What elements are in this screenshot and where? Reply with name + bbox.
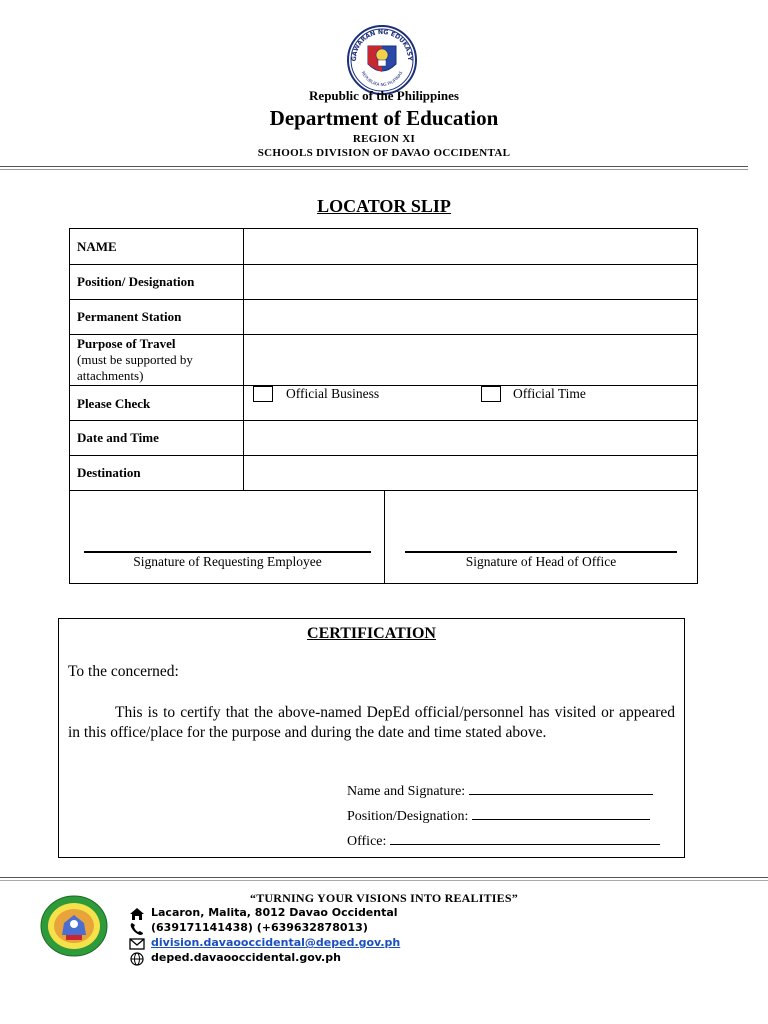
footer-email-link[interactable]: division.davaooccidental@deped.gov.ph <box>151 936 401 949</box>
station-label: Permanent Station <box>70 300 244 334</box>
employee-signature-area[interactable] <box>70 491 384 551</box>
position-label: Position/ Designation <box>70 265 244 299</box>
head-signature-label: Signature of Head of Office <box>465 554 617 569</box>
head-signature-area[interactable] <box>385 491 697 551</box>
datetime-row <box>70 421 697 456</box>
phone-icon <box>129 922 145 936</box>
datetime-field[interactable] <box>245 421 695 454</box>
purpose-note-line-2: attachments) <box>77 368 144 383</box>
locator-slip-table <box>69 228 698 584</box>
employee-signature-line <box>84 551 371 553</box>
employee-signature-label: Signature of Requesting Employee <box>133 554 322 569</box>
position-row <box>70 265 697 300</box>
name-signature-label: Name and Signature: <box>347 784 466 799</box>
home-icon <box>129 907 145 921</box>
footer-phones: (639171141438) (+639632878013) <box>151 921 368 934</box>
certification-salutation: To the concerned: <box>68 663 179 680</box>
email-icon <box>129 937 145 951</box>
footer-divider-secondary <box>0 880 768 881</box>
destination-label: Destination <box>70 456 244 490</box>
official-business-label: Official Business <box>286 386 380 401</box>
position-designation-field[interactable] <box>472 805 650 820</box>
header-divider <box>0 166 748 167</box>
purpose-label: Purpose of Travel (must be supported by attachments) <box>70 335 244 385</box>
office-field[interactable] <box>390 830 660 845</box>
station-row <box>70 300 697 335</box>
purpose-note-line-1: (must be supported by <box>77 352 193 367</box>
republic-heading: Republic of the Philippines <box>309 88 459 103</box>
division-heading: SCHOOLS DIVISION OF DAVAO OCCIDENTAL <box>257 147 511 159</box>
footer-divider <box>0 877 768 878</box>
name-row <box>70 229 697 265</box>
certification-box <box>58 618 685 858</box>
check-label: Please Check <box>70 386 244 420</box>
document-title: LOCATOR SLIP <box>317 196 451 216</box>
footer-website[interactable]: deped.davaooccidental.gov.ph <box>151 951 341 964</box>
destination-field[interactable] <box>245 456 695 489</box>
region-heading: REGION XI <box>352 133 416 145</box>
station-field[interactable] <box>245 300 695 333</box>
globe-icon <box>129 952 145 966</box>
position-field[interactable] <box>245 265 695 298</box>
name-label: NAME <box>70 229 244 264</box>
certification-body: This is to certify that the above-named DepEd official/personnel has visited or appeared in this office/place for the purpose and during the date and time stated above. <box>68 704 675 741</box>
header-divider-secondary <box>0 169 748 170</box>
destination-row <box>70 456 697 491</box>
footer-motto: “TURNING YOUR VISIONS INTO REALITIES” <box>250 891 518 905</box>
head-signature-line <box>405 551 677 553</box>
svg-text:KAGAWARAN NG EDUKASYON: GAWARAN NG EDUKASY <box>350 28 414 62</box>
name-signature-row <box>347 780 653 800</box>
department-heading: Department of Education <box>269 106 499 130</box>
footer-address: Lacaron, Malita, 8012 Davao Occidental <box>151 906 398 919</box>
deped-seal-logo <box>346 24 418 96</box>
purpose-row <box>70 335 697 386</box>
check-row <box>70 386 697 421</box>
name-field[interactable] <box>245 229 695 263</box>
official-time-checkbox[interactable] <box>481 386 501 402</box>
position-designation-label: Position/Designation: <box>347 809 469 824</box>
purpose-field[interactable] <box>245 335 695 384</box>
svg-text:REPUBLIKA NG PILIPINAS: REPUBLIKA NG PILIPINAS <box>360 70 404 88</box>
certification-title: CERTIFICATION <box>307 625 436 642</box>
office-label: Office: <box>347 834 387 849</box>
datetime-label: Date and Time <box>70 421 244 455</box>
division-logo <box>40 895 108 957</box>
name-signature-field[interactable] <box>469 780 653 795</box>
position-designation-row <box>347 805 650 825</box>
office-row <box>347 830 660 850</box>
official-business-checkbox[interactable] <box>253 386 273 402</box>
official-time-label: Official Time <box>513 386 586 401</box>
